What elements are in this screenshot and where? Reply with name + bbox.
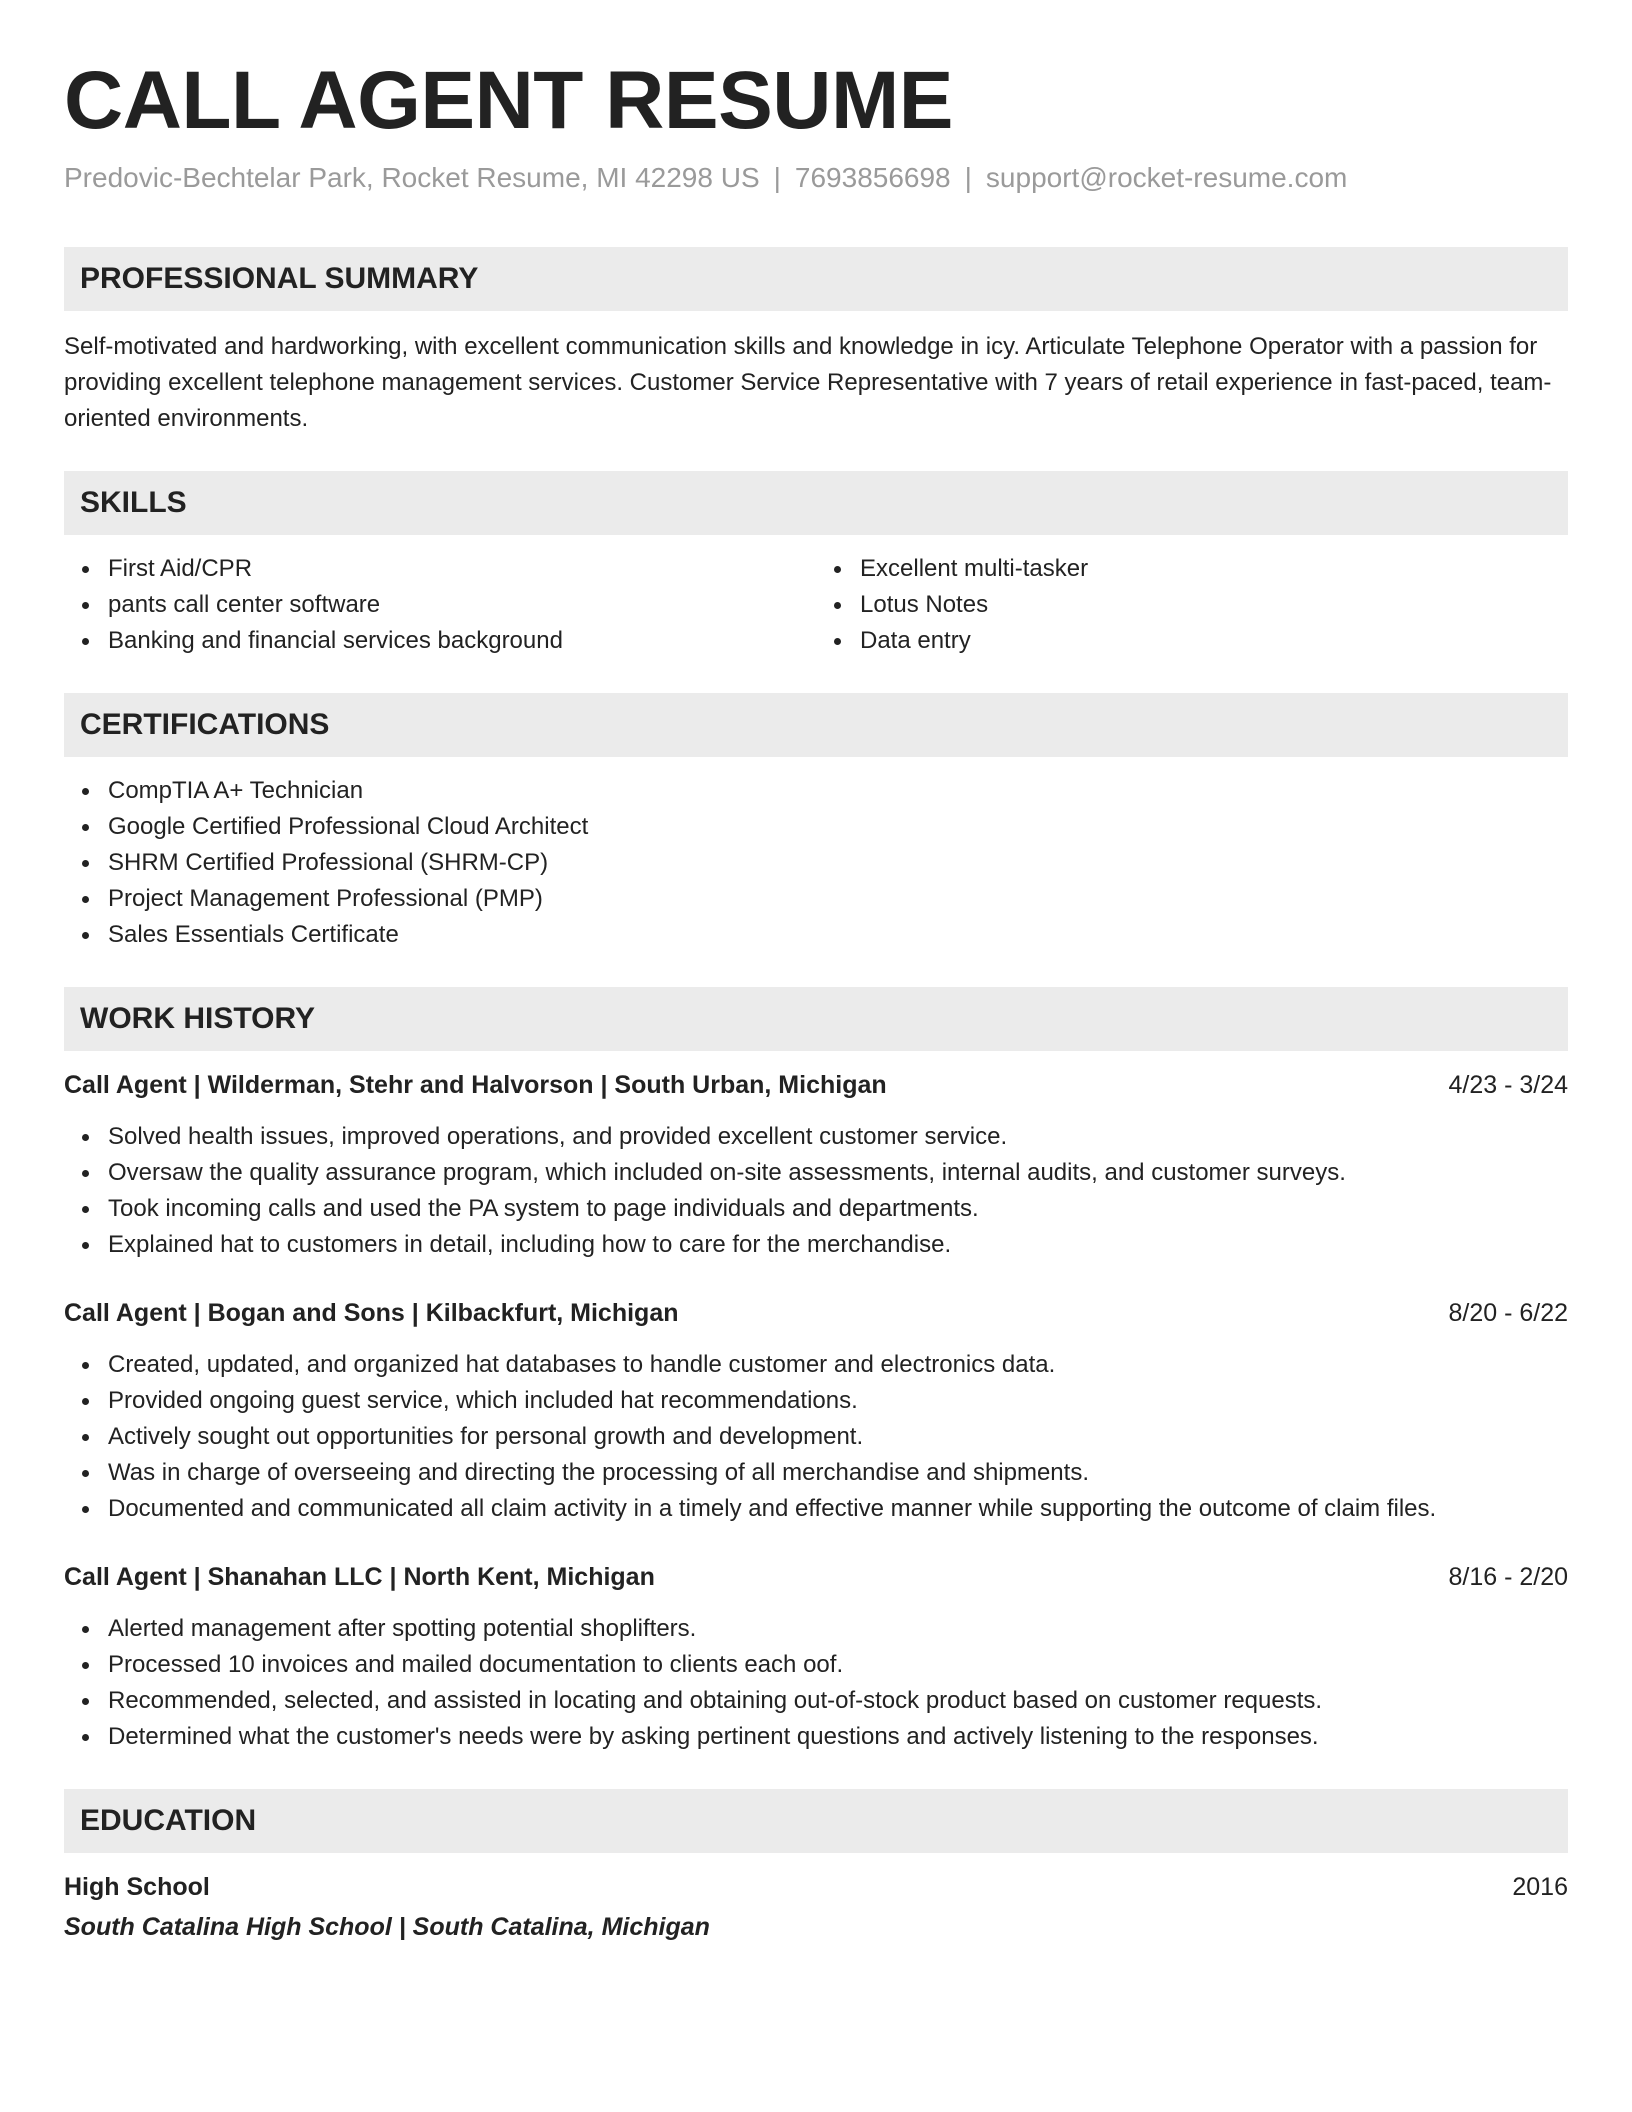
certification-item: CompTIA A+ Technician (108, 773, 1568, 809)
resume-title: CALL AGENT RESUME (64, 55, 953, 146)
job-title: Call Agent | Bogan and Sons | Kilbackfurt, Michigan (64, 1298, 679, 1327)
contact-separator: | (964, 162, 972, 194)
skill-item: Lotus Notes (860, 587, 1568, 623)
certification-item: Project Management Professional (PMP) (108, 881, 1568, 917)
job-bullets (64, 1347, 1568, 1527)
certification-item: Google Certified Professional Cloud Architect (108, 809, 1568, 845)
certification-item: Sales Essentials Certificate (108, 917, 1568, 953)
section-heading-education: EDUCATION (64, 1789, 1568, 1853)
job-bullets (64, 1119, 1568, 1263)
job-bullets (64, 1611, 1568, 1755)
skills-column-right (816, 551, 1568, 659)
job-entry (64, 1295, 1568, 1527)
education-header (64, 1869, 1568, 1905)
job-entry (64, 1559, 1568, 1755)
job-bullet: Created, updated, and organized hat databases to handle customer and electronics data. (108, 1347, 1568, 1383)
job-entry (64, 1067, 1568, 1263)
job-bullet: Explained hat to customers in detail, including how to care for the merchandise. (108, 1227, 1568, 1263)
job-title: Call Agent | Wilderman, Stehr and Halvorson | South Urban, Michigan (64, 1070, 887, 1099)
certification-item: SHRM Certified Professional (SHRM-CP) (108, 845, 1568, 881)
job-bullet: Took incoming calls and used the PA system to page individuals and departments. (108, 1191, 1568, 1227)
summary-text: Self-motivated and hardworking, with excellent communication skills and knowledge in icy. Articulate Telephone Operator with a passion for providing excellent telephone management services. Customer Service Representative with 7 years of retail experience in fast-paced, team-oriented environments. (64, 332, 1552, 432)
job-header (64, 1559, 1568, 1595)
contact-line (64, 160, 1568, 196)
job-bullet: Actively sought out opportunities for personal growth and development. (108, 1419, 1568, 1455)
job-bullet: Processed 10 invoices and mailed documentation to clients each oof. (108, 1647, 1568, 1683)
job-bullet: Determined what the customer's needs were by asking pertinent questions and actively listening to the responses. (108, 1719, 1568, 1755)
job-bullet: Recommended, selected, and assisted in locating and obtaining out-of-stock product based on customer requests. (108, 1683, 1568, 1719)
education-school: South Catalina High School | South Catalina, Michigan (64, 1912, 710, 1941)
skill-item: Banking and financial services background (108, 623, 816, 659)
job-dates: 8/16 - 2/20 (1448, 1562, 1568, 1591)
section-heading-certifications: CERTIFICATIONS (64, 693, 1568, 757)
job-bullet: Oversaw the quality assurance program, which included on-site assessments, internal audits, and customer surveys. (108, 1155, 1568, 1191)
section-heading-summary: PROFESSIONAL SUMMARY (64, 247, 1568, 311)
section-heading-work-history: WORK HISTORY (64, 987, 1568, 1051)
job-bullet: Provided ongoing guest service, which included hat recommendations. (108, 1383, 1568, 1419)
skill-item: Excellent multi-tasker (860, 551, 1568, 587)
job-header (64, 1067, 1568, 1103)
skills-column-left (64, 551, 816, 659)
contact-separator: | (773, 162, 781, 194)
job-header (64, 1295, 1568, 1331)
job-bullet: Documented and communicated all claim activity in a timely and effective manner while supporting the outcome of claim files. (108, 1491, 1568, 1527)
education-year: 2016 (1512, 1872, 1568, 1901)
skills-list (64, 551, 1568, 659)
job-dates: 4/23 - 3/24 (1448, 1070, 1568, 1099)
education-degree: High School (64, 1872, 210, 1901)
skill-item: First Aid/CPR (108, 551, 816, 587)
contact-email: support@rocket-resume.com (985, 162, 1348, 194)
job-bullet: Solved health issues, improved operations, and provided excellent customer service. (108, 1119, 1568, 1155)
skill-item: pants call center software (108, 587, 816, 623)
job-bullet: Was in charge of overseeing and directing the processing of all merchandise and shipments. (108, 1455, 1568, 1491)
certifications-list (64, 773, 1568, 953)
job-bullet: Alerted management after spotting potential shoplifters. (108, 1611, 1568, 1647)
contact-address: Predovic-Bechtelar Park, Rocket Resume, MI 42298 US (64, 162, 760, 194)
job-title: Call Agent | Shanahan LLC | North Kent, Michigan (64, 1562, 655, 1591)
job-dates: 8/20 - 6/22 (1448, 1298, 1568, 1327)
skill-item: Data entry (860, 623, 1568, 659)
education-entry (64, 1869, 1568, 1945)
section-heading-skills: SKILLS (64, 471, 1568, 535)
contact-phone: 7693856698 (794, 162, 951, 194)
